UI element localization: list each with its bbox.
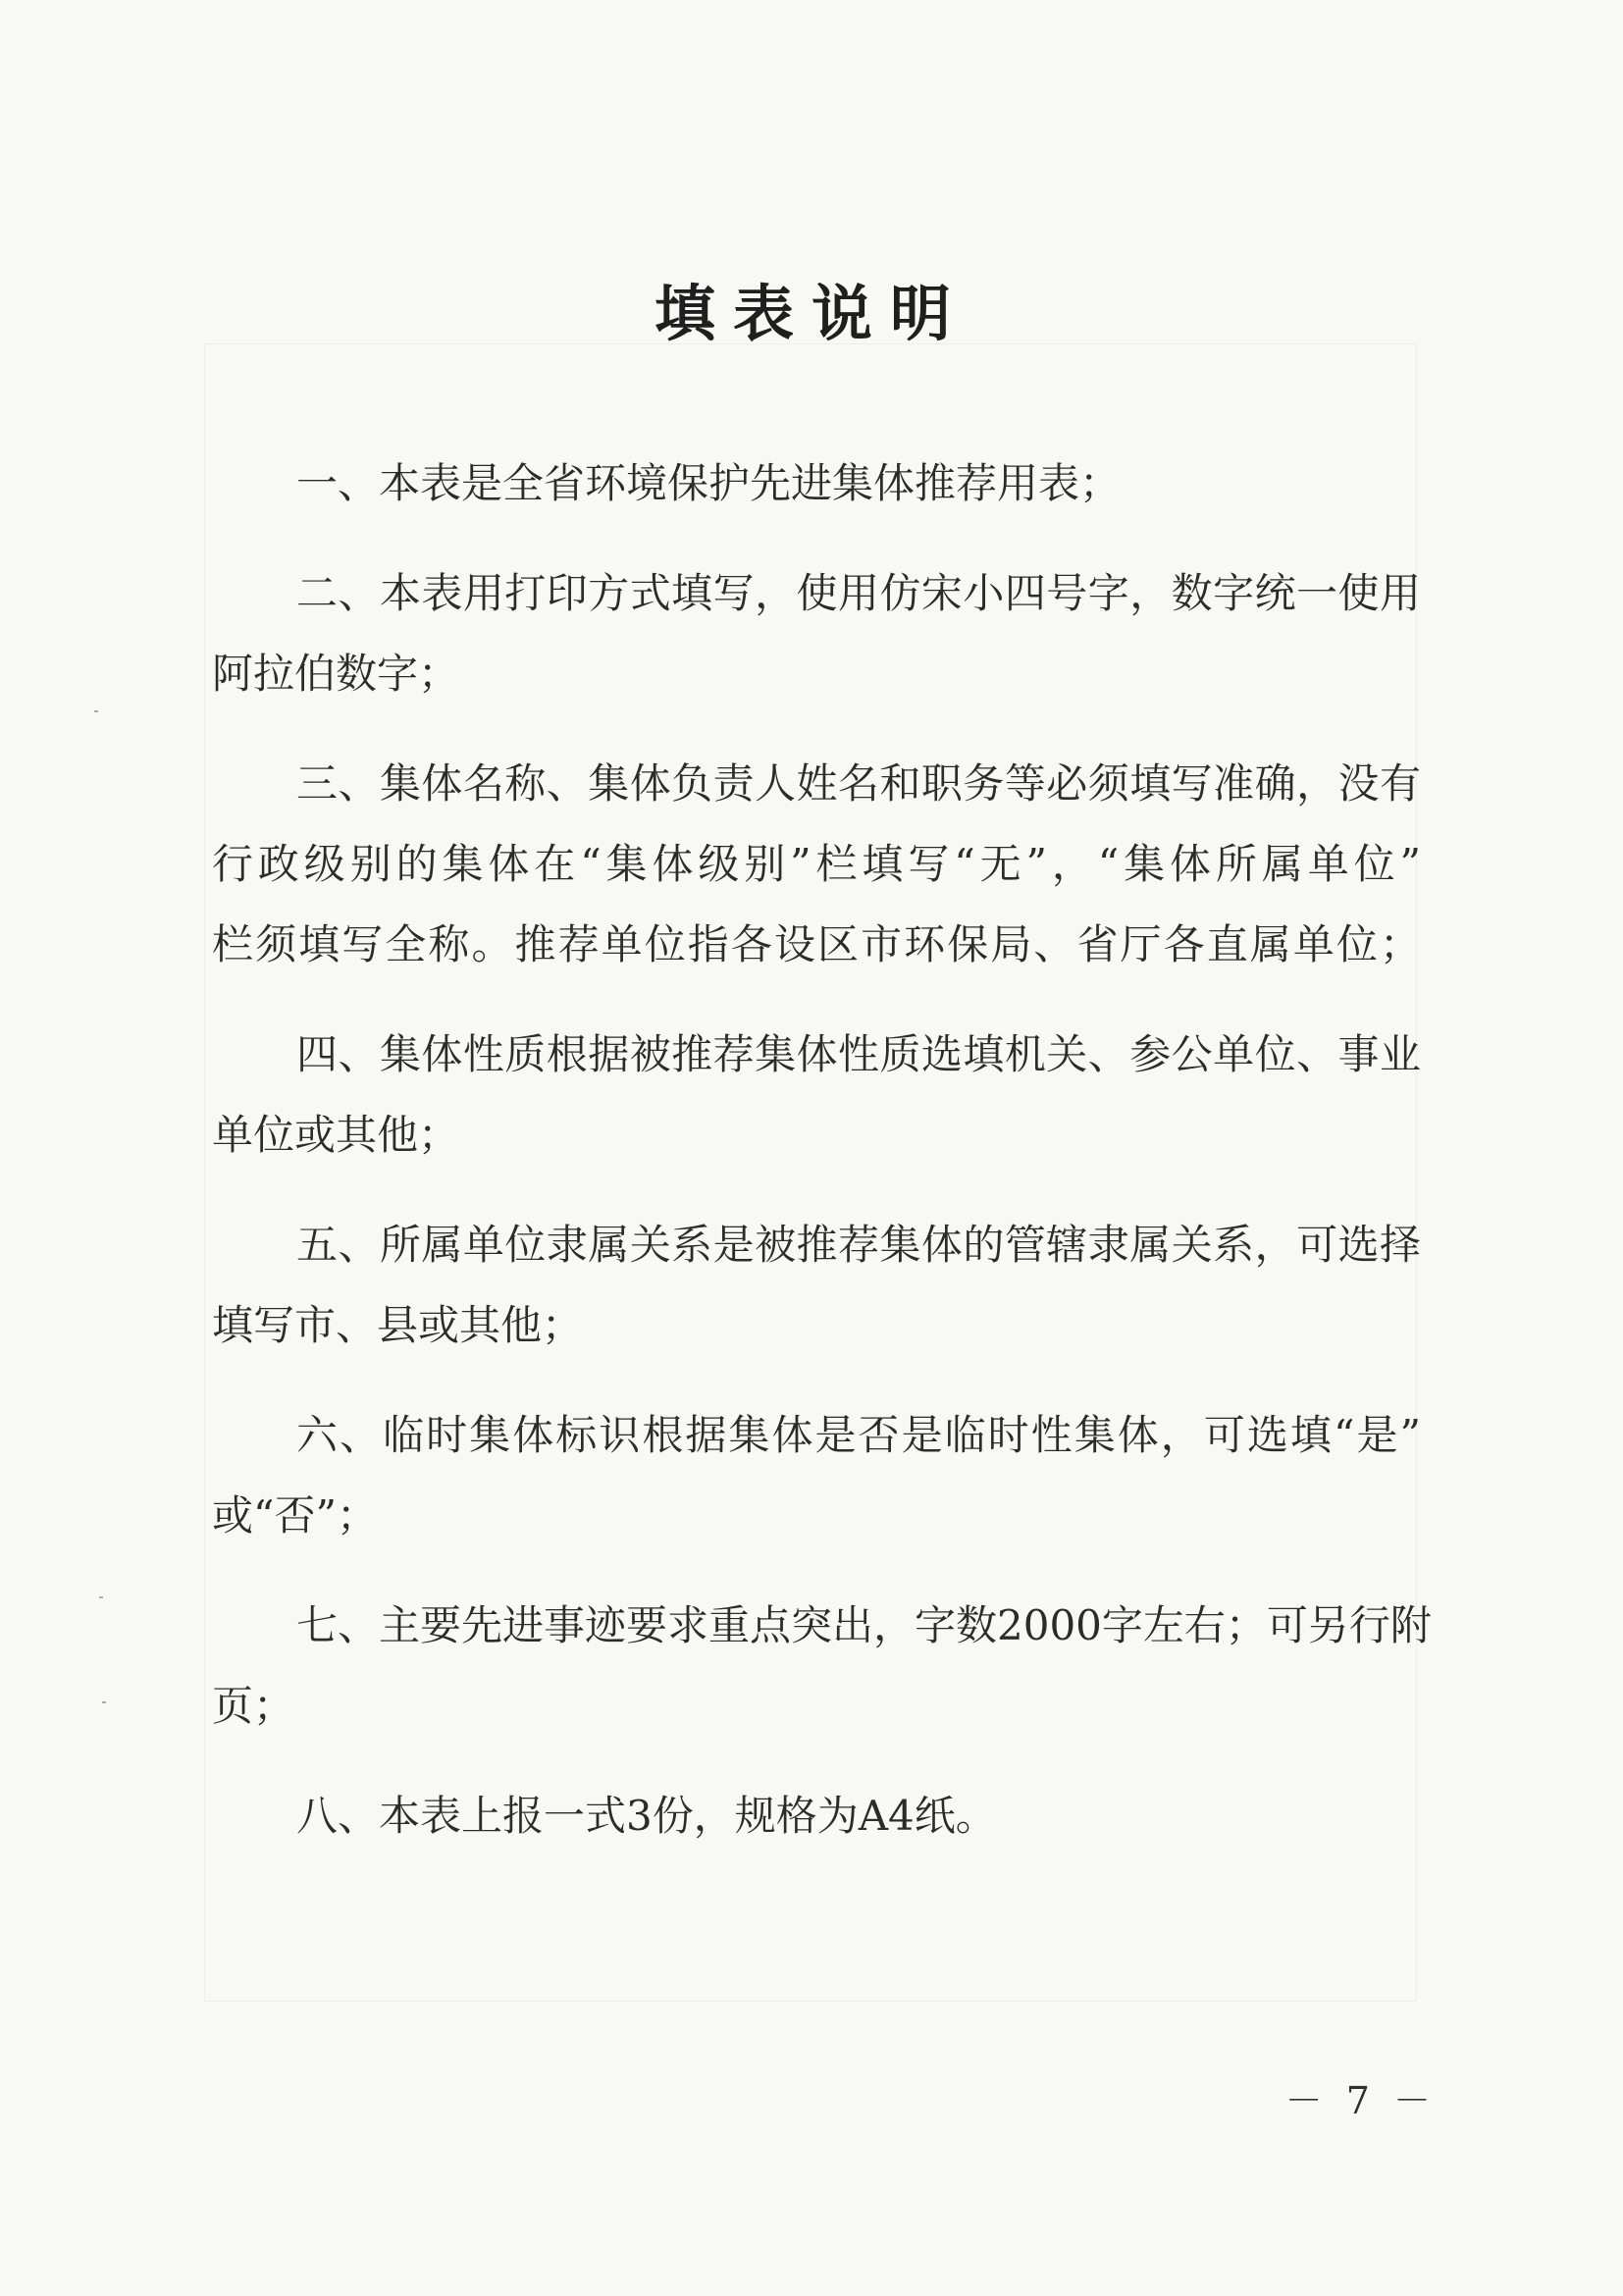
- instruction-line-6: 栏须填写全称。推荐单位指各设区市环保局、省厅各直属单位；: [212, 920, 1421, 968]
- instruction-body: [212, 444, 1432, 1856]
- instruction-line-4: 三、集体名称、集体负责人姓名和职务等必须填写准确，没有: [296, 759, 1421, 808]
- instruction-line-12: 或“否”；: [212, 1491, 378, 1539]
- instruction-line-9: 五、所属单位隶属关系是被推荐集体的管辖隶属关系，可选择: [296, 1221, 1421, 1269]
- instruction-line-8: 单位或其他；: [212, 1111, 460, 1159]
- document-title: 填表说明: [654, 278, 969, 349]
- paragraph-gap: [212, 1366, 1421, 1395]
- instruction-line-11: 六、临时集体标识根据集体是否是临时性集体，可选填“是”: [296, 1411, 1421, 1459]
- scan-speck: [99, 1596, 103, 1598]
- scan-speck: [94, 710, 98, 712]
- paragraph-gap: [212, 1747, 1421, 1776]
- instruction-line-5: 行政级别的集体在“集体级别”栏填写“无”，“集体所属单位”: [212, 840, 1421, 888]
- instruction-line-15: 八、本表上报一式3份，规格为A4纸。: [296, 1792, 997, 1840]
- paragraph-gap: [212, 714, 1421, 744]
- instruction-line-2: 二、本表用打印方式填写，使用仿宋小四号字，数字统一使用: [296, 569, 1421, 617]
- paragraph-gap: [212, 1556, 1421, 1586]
- instruction-line-10: 填写市、县或其他；: [212, 1301, 584, 1349]
- instruction-line-13: 七、主要先进事迹要求重点突出，字数2000字左右；可另行附: [296, 1601, 1432, 1649]
- paragraph-gap: [212, 1175, 1421, 1205]
- paragraph-gap: [212, 985, 1421, 1015]
- instruction-line-1: 一、本表是全省环境保护先进集体推荐用表；: [296, 459, 1122, 507]
- instruction-line-14: 页；: [212, 1682, 295, 1730]
- paragraph-gap: [212, 524, 1421, 553]
- page-number: － 7 －: [1284, 2079, 1437, 2122]
- scan-speck: [102, 1701, 106, 1703]
- instruction-line-3: 阿拉伯数字；: [212, 650, 460, 698]
- instruction-line-7: 四、集体性质根据被推荐集体性质选填机关、参公单位、事业: [296, 1030, 1421, 1078]
